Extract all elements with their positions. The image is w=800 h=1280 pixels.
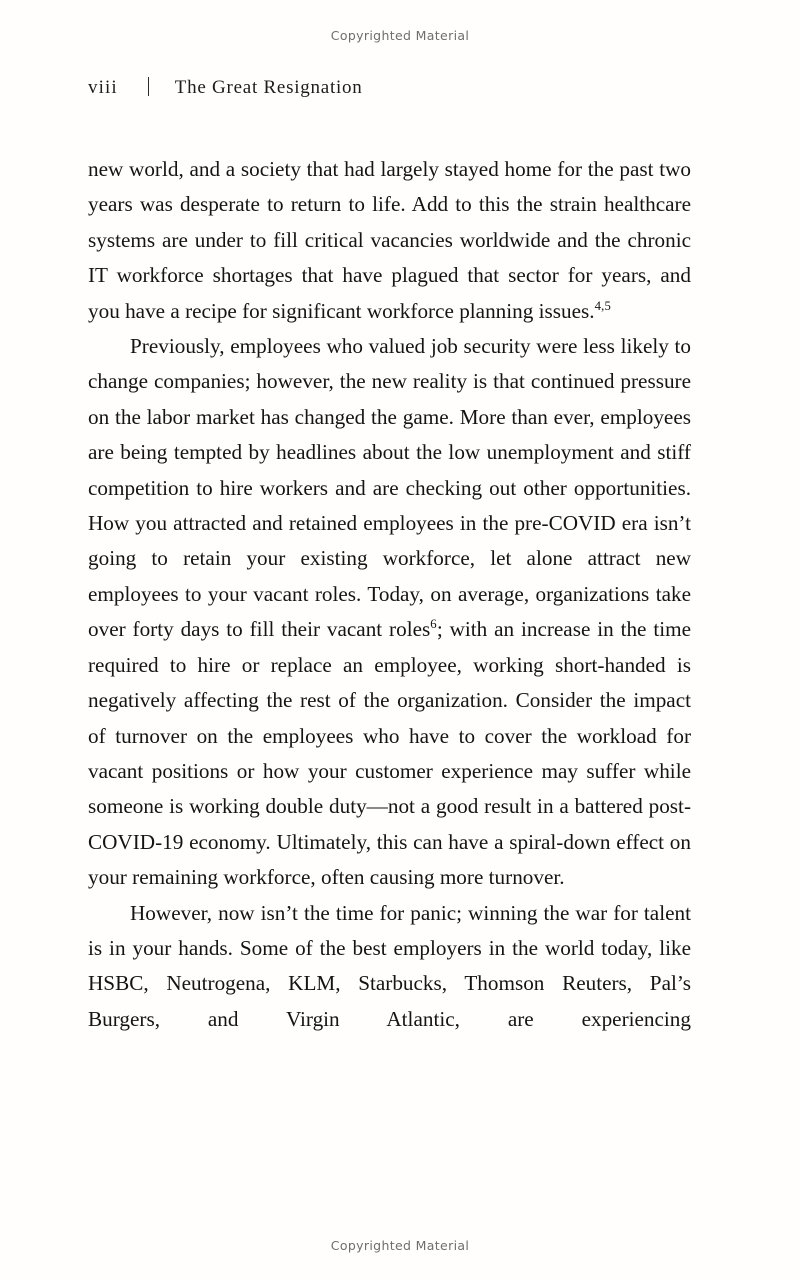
page-body-text bbox=[88, 152, 691, 1073]
para-1: new world, and a society that had largely stayed home for the past two years was desperate to return to life. Add to this the strain healthcare systems are under to fill critical vacancies worldwide and the chronic IT workforce shortages that have plagued that sector for years, and you have a recipe for significant workforce planning issues.$^{4,5}$ bbox=[88, 157, 691, 323]
footnote-reference: 6 bbox=[430, 617, 437, 632]
copyright-watermark-bottom: Copyrighted Material bbox=[330, 1238, 470, 1253]
footnote-reference: 4,5 bbox=[594, 298, 612, 313]
running-head-separator-rule bbox=[148, 77, 149, 96]
para-2: Previously, employees who valued job security were less likely to change companies; however, the new reality is that continued pressure on the labor market has changed the game. More than ever, employees are being tempted by headlines about the low unemployment and stiff competition to hire workers and are checking out other opportunities. How you attracted and retained employees in the pre-COVID era isn’t going to retain your existing workforce, let alone attract new employees to your vacant roles. Today, on average, organizations take over forty days to fill their vacant roles$^6$; with an increase in the time required to hire or replace an employee, working short-handed is negatively affecting the rest of the organization. Consider the impact of turnover on the employees who have to cover the workload for vacant positions or how your customer experience may suffer while someone is working double duty—not a good result in a battered post-COVID-19 economy. Ultimately, this can have a spiral-down effect on your remaining workforce, often causing more turnover. bbox=[88, 334, 691, 890]
para-3: However, now isn’t the time for panic; winning the war for talent is in your hands. Some of the best employers in the world today, like HSBC, Neutrogena, KLM, Starbucks, Thomson Reuters, Pal’s Burgers, and Virgin Atlantic, are experiencing bbox=[88, 900, 691, 1031]
page-number: viii bbox=[88, 77, 118, 98]
book-title: The Great Resignation bbox=[174, 77, 363, 98]
running-head bbox=[88, 74, 363, 99]
copyright-watermark-top: Copyrighted Material bbox=[330, 28, 470, 43]
